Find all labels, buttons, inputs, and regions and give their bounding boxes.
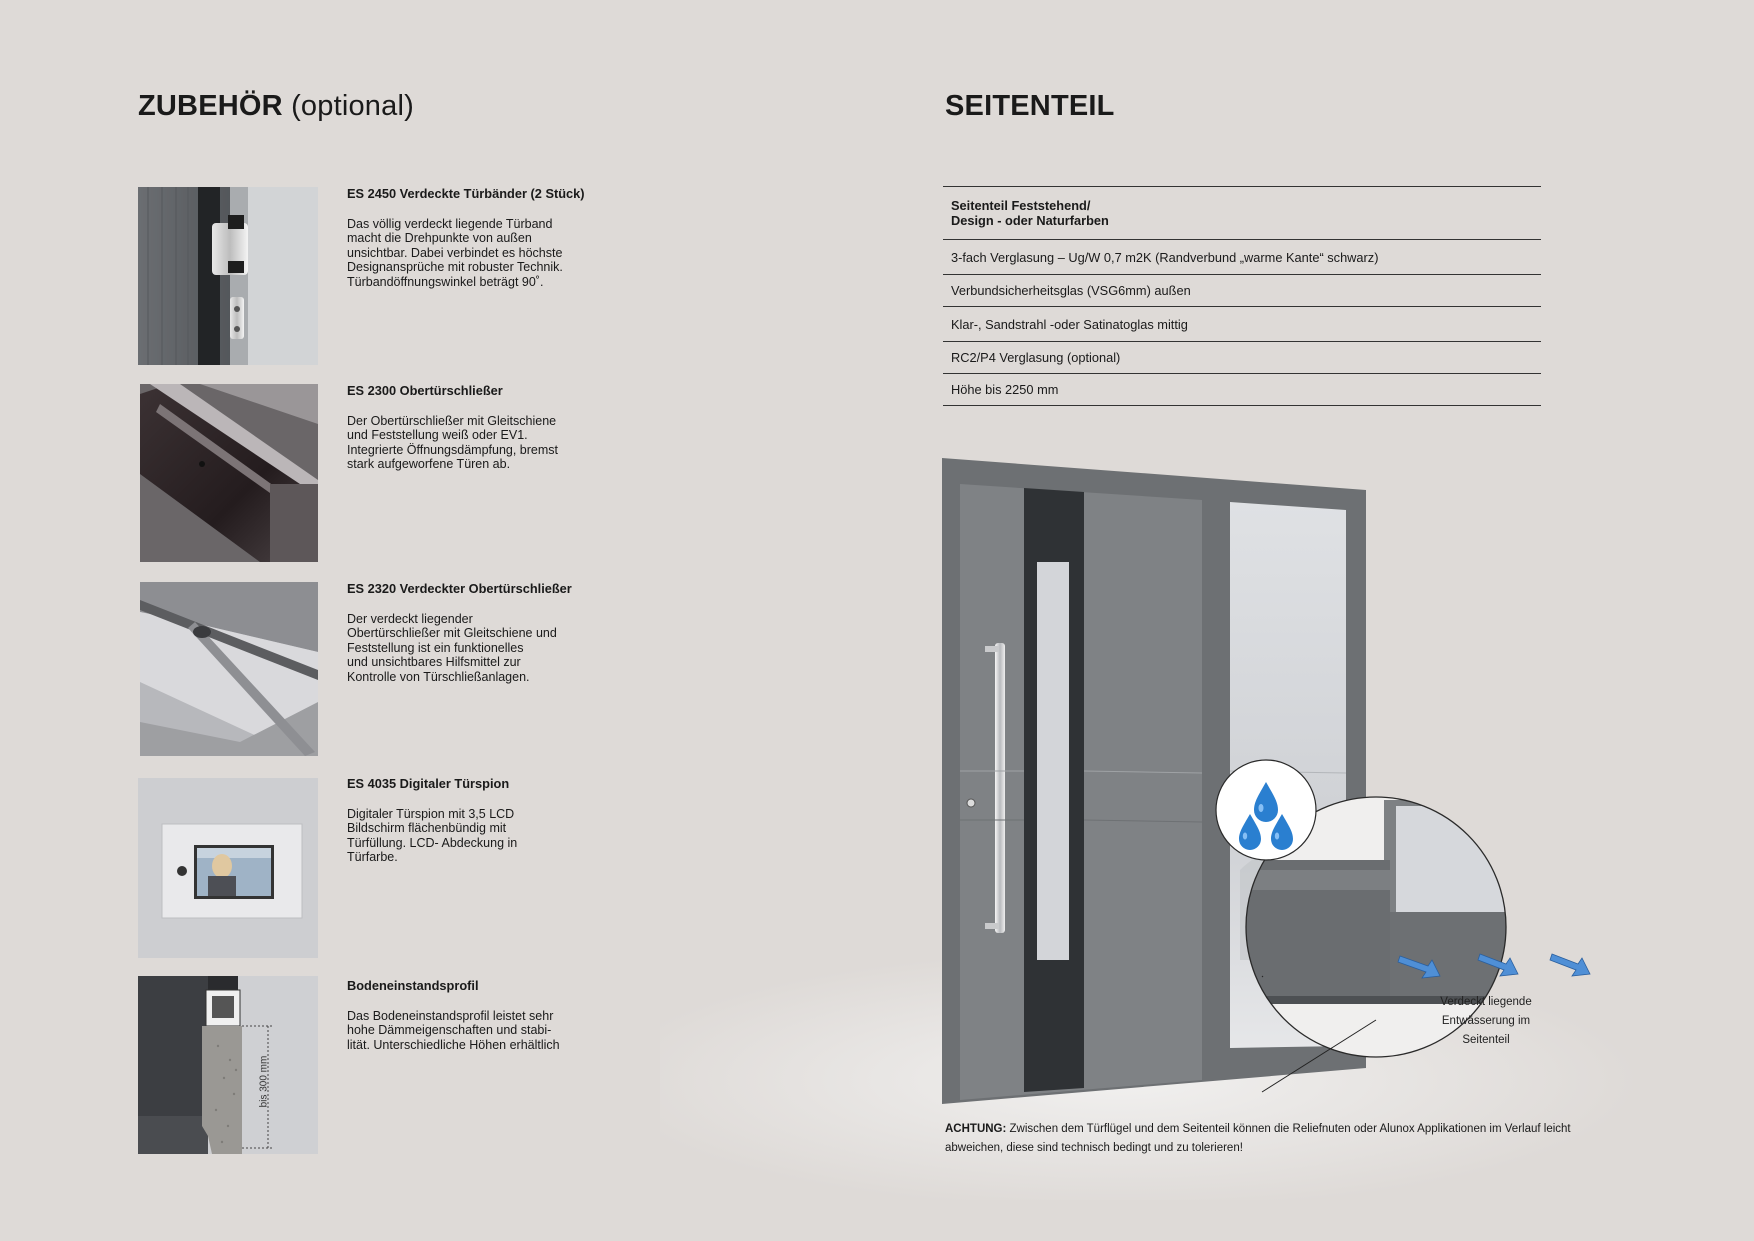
callout-line: Seitenteil <box>1462 1034 1510 1046</box>
hinge-photo <box>138 187 318 365</box>
accessory-title: ES 2320 Verdeckter Obertürschließer <box>347 581 572 596</box>
accessory-desc-line: Digitaler Türspion mit 3,5 LCD <box>347 806 515 821</box>
accessory-desc-line: Türfüllung. LCD- Abdeckung in <box>347 835 518 850</box>
concealed-closer-photo <box>140 582 318 756</box>
attention-note <box>945 1120 1615 1158</box>
accessory-item <box>347 384 607 472</box>
spec-header-line: Design - oder Naturfarben <box>951 213 1109 228</box>
accessory-desc-line: Bildschirm flächenbündig mit <box>347 821 507 836</box>
accessories-heading <box>138 90 414 123</box>
accessory-desc-line: lität. Unterschiedliche Höhen erhältlich <box>347 1037 560 1052</box>
callout-line: Entwässerung im <box>1441 1015 1531 1027</box>
spec-header-line: Seitenteil Feststehend/ <box>951 198 1091 213</box>
accessory-item <box>347 979 607 1052</box>
callout-line: Verdeckt liegende <box>1440 996 1532 1008</box>
accessory-desc-line: und unsichtbares Hilfsmittel zur <box>347 655 521 670</box>
spec-row: RC2/P4 Verglasung (optional) <box>943 341 1541 373</box>
accessory-desc-line: unsichtbar. Dabei verbindet es höchste <box>347 245 563 260</box>
accessory-title: ES 2300 Obertürschließer <box>347 383 503 398</box>
spec-row: Klar-, Sandstrahl -oder Satinatoglas mittig <box>943 306 1541 341</box>
accessory-desc-line: Feststellung ist ein funktionelles <box>347 640 524 655</box>
accessory-desc-line: macht die Drehpunkte von außen <box>347 231 532 246</box>
door-illustration <box>660 440 1660 1200</box>
accessory-desc-line: Der verdeckt liegender <box>347 611 473 626</box>
accessory-item <box>347 582 607 685</box>
spec-row: 3-fach Verglasung – Ug/W 0,7 m2K (Randverbund „warme Kante“ schwarz) <box>943 239 1541 274</box>
accessory-desc-line: hohe Dämmeigenschaften und stabi- <box>347 1023 552 1038</box>
spec-table-header <box>943 186 1541 239</box>
accessory-desc-line: Designansprüche mit robuster Technik. <box>347 260 563 275</box>
accessory-desc-line: Das Bodeneinstandsprofil leistet sehr <box>347 1008 554 1023</box>
attention-text: Zwischen dem Türflügel und dem Seitenteil können die Reliefnuten oder Alunox Applikationen im Verlauf leicht abweichen, diese sind technisch bedingt und zu tolerieren! <box>945 1123 1571 1154</box>
side-panel-title: SEITENTEIL <box>945 90 1115 122</box>
accessory-desc-line: Kontrolle von Türschließanlagen. <box>347 669 530 684</box>
accessories-title: ZUBEHÖR <box>138 90 283 122</box>
door-closer-photo <box>140 384 318 562</box>
floor-profile-photo <box>138 976 318 1154</box>
accessory-item <box>347 187 607 290</box>
accessory-desc-line: Der Obertürschließer mit Gleitschiene <box>347 413 557 428</box>
drainage-callout-label <box>1412 993 1560 1050</box>
accessory-desc-line: Das völlig verdeckt liegende Türband <box>347 216 553 231</box>
accessory-item <box>347 777 607 865</box>
accessory-desc-line: Obertürschließer mit Gleitschiene und <box>347 626 557 641</box>
accessory-title: ES 4035 Digitaler Türspion <box>347 776 510 791</box>
accessory-title: Bodeneinstandsprofil <box>347 978 479 993</box>
attention-label: ACHTUNG: <box>945 1123 1007 1135</box>
accessory-desc-line: Türfarbe. <box>347 850 398 865</box>
spec-row: Höhe bis 2250 mm <box>943 373 1541 406</box>
accessories-subtitle: (optional) <box>291 90 414 122</box>
accessory-title: ES 2450 Verdeckte Türbänder (2 Stück) <box>347 186 585 201</box>
spec-row: Verbundsicherheitsglas (VSG6mm) außen <box>943 274 1541 306</box>
profile-dimension-label: bis 300 mm <box>258 1055 270 1108</box>
digital-viewer-photo <box>138 778 318 958</box>
accessory-desc-line: und Feststellung weiß oder EV1. <box>347 428 528 443</box>
accessory-desc-line: Integrierte Öffnungsdämpfung, bremst <box>347 442 558 457</box>
accessory-desc-line: stark aufgeworfene Türen ab. <box>347 457 511 472</box>
accessory-desc-line: Türbandöffnungswinkel beträgt 90˚. <box>347 274 544 289</box>
spec-table <box>943 186 1541 406</box>
